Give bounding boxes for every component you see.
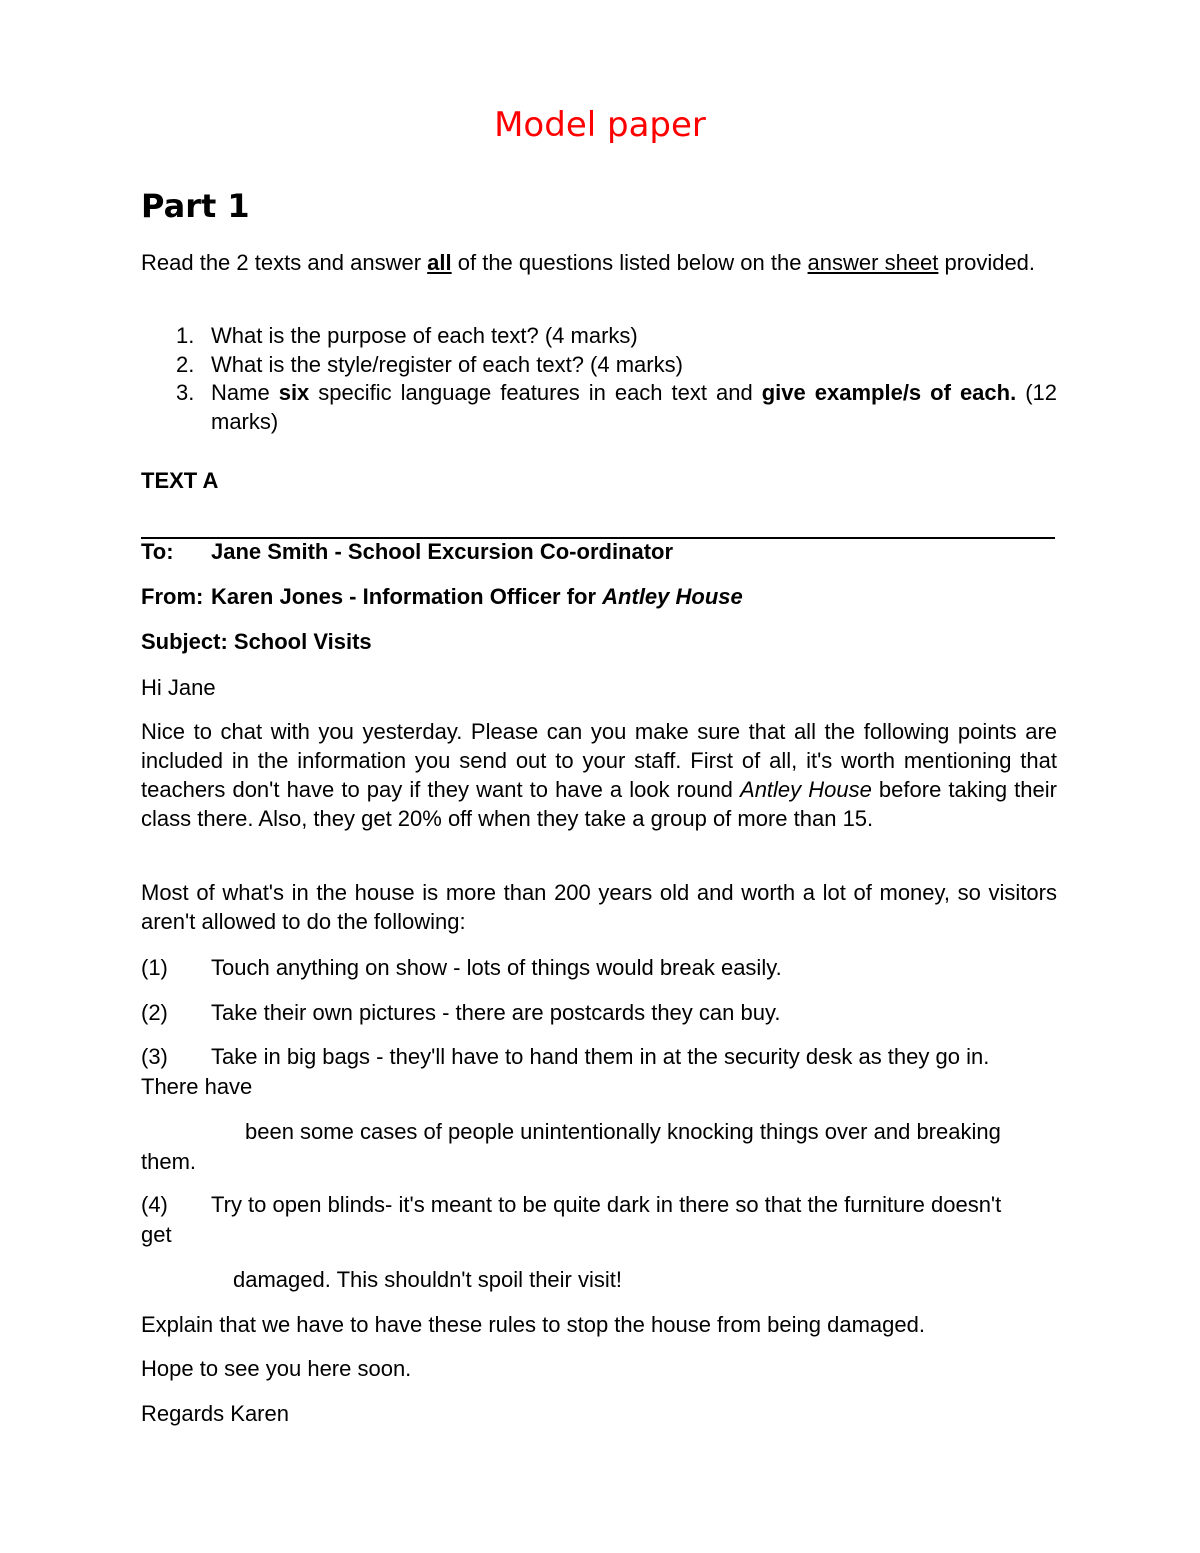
memo-from-value: Karen Jones - Information Officer for [211,584,603,609]
question-text [211,378,1057,436]
question-text: What is the purpose of each text? (4 marks) [211,323,638,348]
paragraph-1-post: before taking their class there. Also, they get 20% off when they take a group of more than 15. [141,777,1057,831]
instructions-emphasis: all [427,250,452,275]
question-number: 2. [176,352,195,377]
question-3-pre: Name [211,380,279,405]
rule-4-wrap: get [141,1222,172,1247]
rule-3-wrap: There have [141,1074,253,1099]
instructions-answer-sheet: answer sheet [807,250,939,275]
greeting: Hi Jane [141,675,216,700]
rule-number: (1) [141,955,168,980]
rule-number: (4) [141,1192,168,1217]
rule-text: Try to open blinds- it's meant to be quite dark in there so that the furniture doesn't [211,1192,1002,1217]
part-heading: Part 1 [141,187,250,225]
question-3-post: (12 marks) [211,380,1058,434]
rule-text: Take in big bags - they'll have to hand them in at the security desk as they go in. [211,1044,990,1069]
memo-to [141,537,673,566]
rule-number: (2) [141,1000,168,1025]
paragraph-1-house: Antley House [740,777,872,802]
rule-text: Take their own pictures - there are postcards they can buy. [211,1000,781,1025]
question-3-bold-2: give example/s of each. [761,380,1017,405]
memo-from [141,582,743,611]
rule-3-continued-2: them. [141,1149,197,1174]
question-3-bold: six [278,380,310,405]
paragraph-2: Most of what's in the house is more than 200 years old and worth a lot of money, so visitors aren't allowed to do the following: [141,880,1057,934]
memo-to-label: To: [141,539,174,564]
rule-text: Touch anything on show - lots of things would break easily. [211,955,782,980]
rule-number: (3) [141,1044,168,1069]
instructions [141,248,1057,277]
question-number: 1. [176,323,195,348]
rule-3-continued: been some cases of people unintentionally knocking things over and breaking [245,1119,1001,1144]
paragraph-1 [141,717,1057,833]
rule-4-continued: damaged. This shouldn't spoil their visit! [233,1267,622,1292]
closing-line-2: Hope to see you here soon. [141,1356,412,1381]
memo-from-label: From: [141,584,204,609]
instructions-post: provided. [938,250,1036,275]
question-number: 3. [176,380,195,405]
memo-from-house: Antley House [602,584,743,609]
closing-line-1: Explain that we have to have these rules to stop the house from being damaged. [141,1312,925,1337]
page-title: Model paper [494,105,706,145]
memo-to-value: Jane Smith - School Excursion Co-ordinator [211,539,674,564]
question-3-mid: specific language features in each text and [309,380,762,405]
instructions-pre: Read the 2 texts and answer [141,250,428,275]
text-a-label: TEXT A [141,468,219,493]
signoff: Regards Karen [141,1401,289,1426]
memo-subject: Subject: School Visits [141,629,372,654]
question-text: What is the style/register of each text? (4 marks) [211,352,683,377]
instructions-mid: of the questions listed below on the [451,250,808,275]
paragraph-1-pre: Nice to chat with you yesterday. Please can you make sure that all the following points are included in the information you send out to your staff. First of all, it's worth mentioning that teachers don't have to pay if they want to have a look round [141,719,1057,802]
